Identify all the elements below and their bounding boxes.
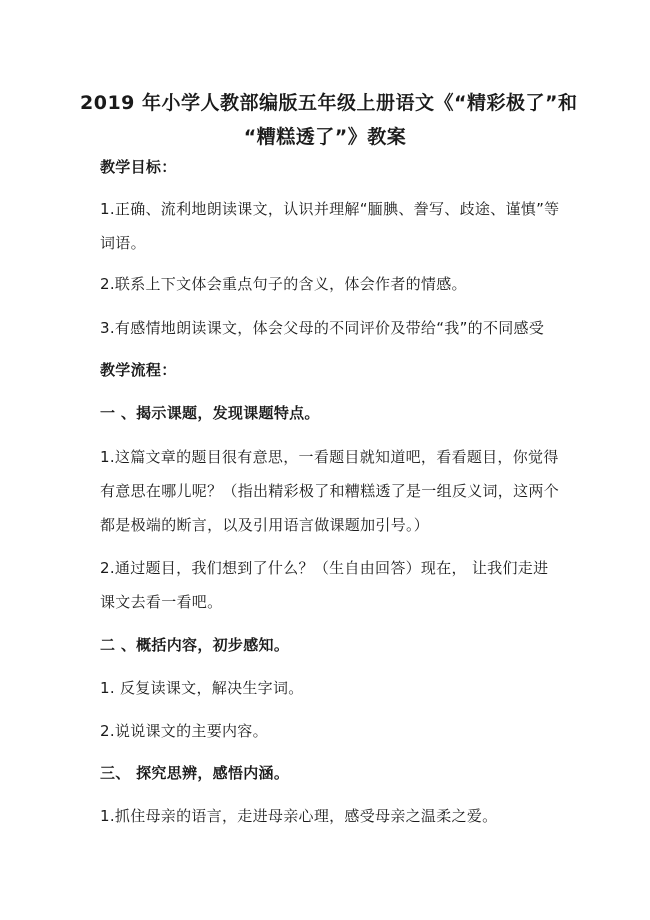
document-title-line-2: “糟糕透了”》教案 xyxy=(243,126,407,148)
section-heading-flow: 教学流程： xyxy=(100,361,177,379)
step-3-item-1: 1.抓住母亲的语言，走进母亲心理，感受母亲之温柔之爱。 xyxy=(100,807,498,825)
goal-item-3: 3.有感情地朗读课文，体会父母的不同评价及带给“我”的不同感受 xyxy=(100,319,545,337)
step-1-item-1-line-1: 1.这篇文章的题目很有意思，一看题目就知道吧，看看题目，你觉得 xyxy=(100,448,559,466)
step-1-item-2-line-2: 课文去看一看吧。 xyxy=(100,593,223,611)
step-1-item-1-line-3: 都是极端的断言，以及引用语言做课题加引号。） xyxy=(100,516,430,534)
step-3-heading: 三、 探究思辨，感悟内涵。 xyxy=(100,764,290,782)
section-heading-goals: 教学目标： xyxy=(100,158,177,176)
step-1-item-1-line-2: 有意思在哪儿呢？（指出精彩极了和糟糕透了是一组反义词，这两个 xyxy=(100,482,560,500)
step-2-item-1: 1. 反复读课文，解决生字词。 xyxy=(100,679,304,697)
goal-item-1-line-2: 词语。 xyxy=(100,234,146,252)
step-1-item-2-line-1: 2.通过题目，我们想到了什么？（生自由回答）现在， 让我们走进 xyxy=(100,559,549,577)
step-1-heading: 一 、揭示课题，发现课题特点。 xyxy=(100,404,320,422)
document-title-line-1: 2019 年小学人教部编版五年级上册语文《“精彩极了”和 xyxy=(80,92,578,114)
goal-item-1-line-1: 1.正确、流利地朗读课文，认识并理解“腼腆、誊写、歧途、谨慎”等 xyxy=(100,200,560,218)
step-2-item-2: 2.说说课文的主要内容。 xyxy=(100,722,268,740)
goal-item-2: 2.联系上下文体会重点句子的含义，体会作者的情感。 xyxy=(100,275,467,293)
step-2-heading: 二 、概括内容，初步感知。 xyxy=(100,636,290,654)
